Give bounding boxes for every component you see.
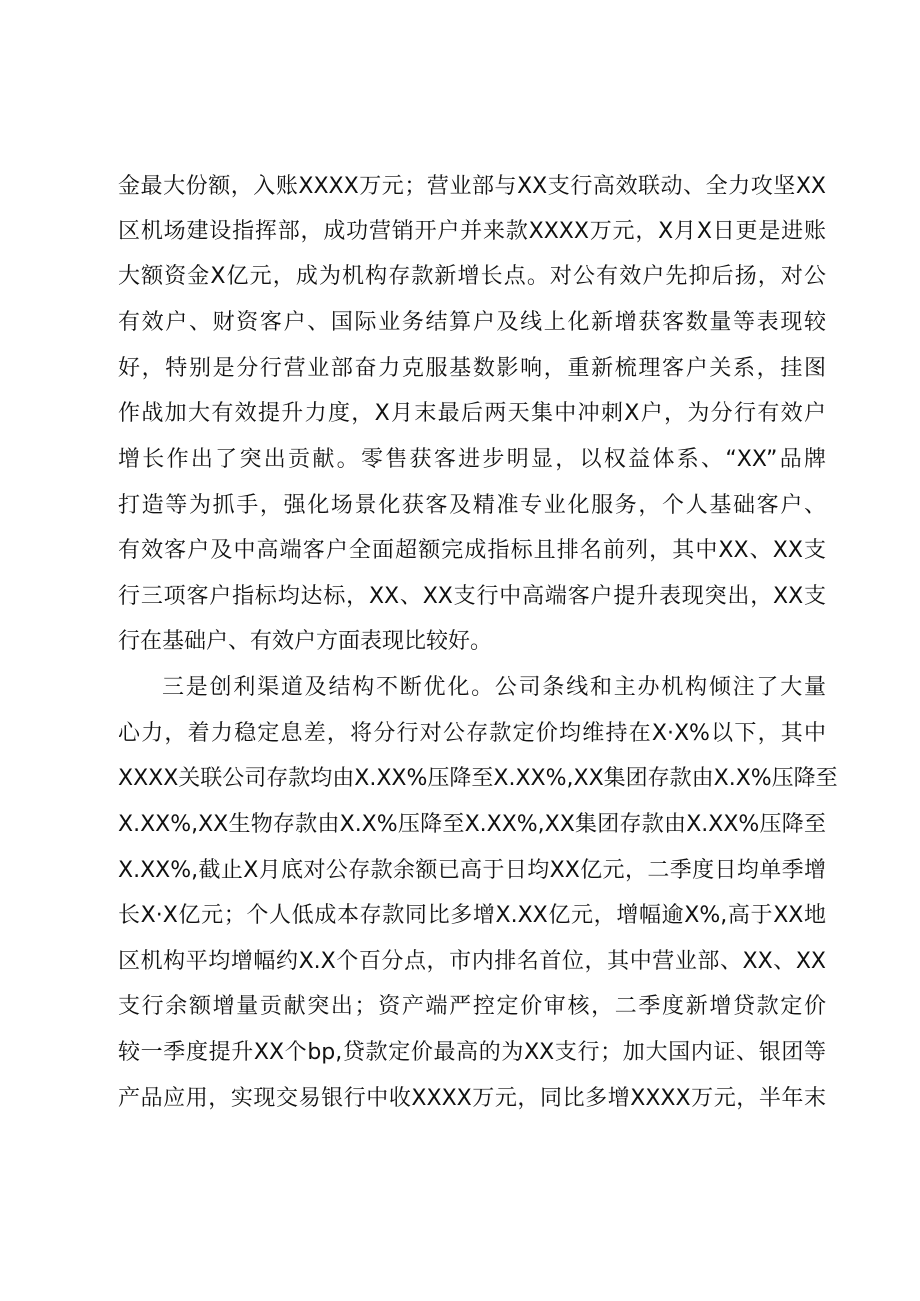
paragraph-line: 有效户、财资客户、国际业务结算户及线上化新增获客数量等表现较 bbox=[118, 310, 826, 335]
paragraph-line: 心力，着力稳定息差，将分行对公存款定价均维持在X·X%以下，其中 bbox=[118, 721, 826, 746]
paragraph-line: 区机场建设指挥部，成功营销开户并来款XXXX万元，X月X日更是进账 bbox=[118, 219, 826, 244]
paragraph-line: 长X·X亿元；个人低成本存款同比多增X.XX亿元，增幅逾X%,高于XX地 bbox=[118, 903, 826, 928]
paragraph-line: 行三项客户指标均达标，XX、XX支行中高端客户提升表现突出，XX支 bbox=[118, 584, 826, 609]
paragraph-line: 好，特别是分行营业部奋力克服基数影响，重新梳理客户关系，挂图 bbox=[118, 356, 826, 381]
paragraph-line: XXXX关联公司存款均由X.XX%压降至X.XX%,XX集团存款由X.X%压降至 bbox=[118, 766, 838, 791]
paragraph-line: 大额资金X亿元，成为机构存款新增长点。对公有效户先抑后扬，对公 bbox=[118, 264, 826, 289]
paragraph-line: 支行余额增量贡献突出；资产端严控定价审核，二季度新增贷款定价 bbox=[118, 994, 826, 1019]
paragraph-line: 产品应用，实现交易银行中收XXXX万元，同比多增XXXX万元，半年末 bbox=[118, 1086, 826, 1111]
paragraph-line: 金最大份额，入账XXXX万元；营业部与XX支行高效联动、全力攻坚XX bbox=[118, 174, 826, 199]
paragraph-line: 有效客户及中高端客户全面超额完成指标且排名前列，其中XX、XX支 bbox=[118, 538, 826, 563]
paragraph-first-line: 三是创利渠道及结构不断优化。公司条线和主办机构倾注了大量 bbox=[162, 675, 826, 700]
paragraph-line: 较一季度提升XX个bp,贷款定价最高的为XX支行；加大国内证、银团等 bbox=[118, 1040, 826, 1065]
paragraph-line: 作战加大有效提升力度，X月末最后两天集中冲刺X户，为分行有效户 bbox=[118, 401, 826, 426]
paragraph-line: 区机构平均增幅约X.X个百分点，市内排名首位，其中营业部、XX、XX bbox=[118, 949, 826, 974]
paragraph-line: 增长作出了突出贡献。零售获客进步明显，以权益体系、“XX”品牌 bbox=[118, 447, 826, 472]
paragraph-line: 打造等为抓手，强化场景化获客及精准专业化服务，个人基础客户、 bbox=[118, 493, 826, 518]
paragraph-line: X.XX%,XX生物存款由X.X%压降至X.XX%,XX集团存款由X.XX%压降至 bbox=[118, 812, 826, 837]
paragraph-line: X.XX%,截止X月底对公存款余额已高于日均XX亿元，二季度日均单季增 bbox=[118, 858, 826, 883]
paragraph-last-line: 行在基础户、有效户方面表现比较好。 bbox=[118, 629, 493, 654]
